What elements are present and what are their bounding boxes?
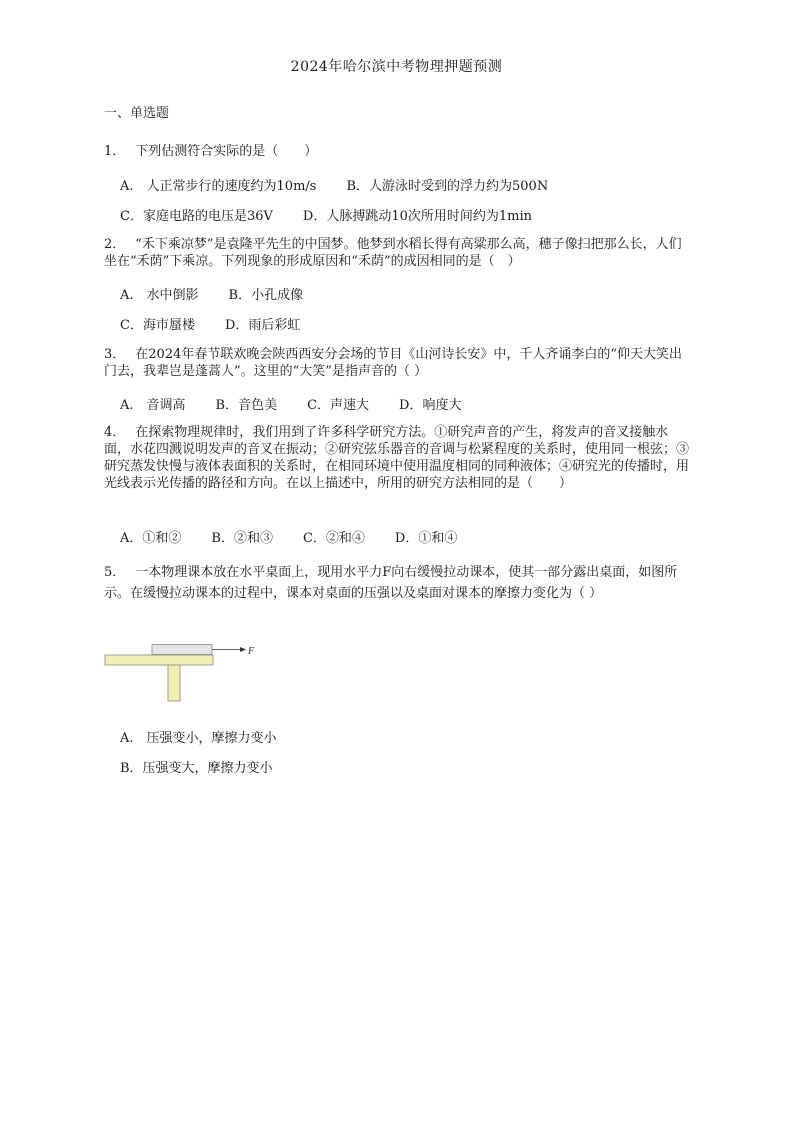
option-d: D．雨后彩虹 <box>224 318 301 333</box>
options-row <box>120 175 578 194</box>
option-a: A. 水中倒影 <box>120 288 199 303</box>
question-text: 下列估测符合实际的是（ ） <box>135 144 318 159</box>
question-4 <box>104 424 694 492</box>
option-c: C．海市蜃楼 <box>120 318 195 333</box>
table-top <box>105 655 213 665</box>
question-text: 在探索物理规律时，我们用到了许多科学研究方法。①研究声音的产生，将发声的音叉接触水面，水花四溅说明发声的音叉在振动；②研究弦乐器音的音调与松紧程度的关系时，使用同一根弦；③研究蒸发快慢与液体表面积的关系时，在相同环境中使用温度相同的同种液体；④研究光的传播时，用光线表示光传播的路径和方向。在以上描述中，所用的研究方法相同的是（ ） <box>104 425 690 491</box>
option-b: B．小孔成像 <box>228 288 304 303</box>
question-5 <box>104 562 694 604</box>
question-1 <box>104 143 694 160</box>
option-a: A. 人正常步行的速度约为10m/s <box>120 179 317 194</box>
options-row <box>120 757 303 776</box>
options-row <box>120 727 307 746</box>
option-a: A．①和② <box>120 531 182 546</box>
option-a: A. 压强变小，摩擦力变小 <box>120 731 277 746</box>
question-number: 4． <box>104 425 126 440</box>
question-text: 在2024年春节联欢晚会陕西西安分会场的节目《山河诗长安》中，千人齐诵李白的“仰天大笑出门去，我辈岂是蓬蒿人”。这里的“大笑”是指声音的（ ） <box>104 347 683 379</box>
arrow-head-icon <box>240 647 246 652</box>
question-3 <box>104 346 694 380</box>
option-a: A. 音调高 <box>120 398 186 413</box>
question-number: 1． <box>104 144 126 159</box>
question-number: 5． <box>104 565 126 580</box>
option-c: C．声速大 <box>307 398 370 413</box>
table-leg <box>168 665 180 701</box>
options-row <box>120 394 491 413</box>
option-d: D．①和④ <box>394 531 458 546</box>
section-heading: 一、单选题 <box>104 106 170 121</box>
question-number: 2． <box>104 237 126 252</box>
table-book-figure <box>104 644 264 704</box>
option-d: D．响度大 <box>399 398 462 413</box>
options-row <box>120 284 333 303</box>
question-2 <box>104 236 694 270</box>
force-label: F <box>248 646 255 657</box>
question-text: “禾下乘凉梦”是袁隆平先生的中国梦。他梦到水稻长得有高粱那么高，穗子像扫把那么长，人们坐在“禾荫”下乘凉。下列现象的形成原因和“禾荫”的成因相同的是（ ） <box>104 237 682 269</box>
option-b: B．人游泳时受到的浮力约为500N <box>346 179 549 194</box>
question-number: 3． <box>104 347 126 362</box>
question-text: 一本物理课本放在水平桌面上，现用水平力F向右缓慢拉动课本，使其一部分露出桌面，如图所示。在缓慢拉动课本的过程中，课本对桌面的压强以及桌面对课本的摩擦力变化为（ ） <box>104 565 678 601</box>
book <box>152 645 212 655</box>
options-row <box>120 205 562 224</box>
option-c: C．②和④ <box>302 531 365 546</box>
options-row <box>120 314 330 333</box>
option-d: D．人脉搏跳动10次所用时间约为1min <box>302 209 532 224</box>
options-row <box>120 527 487 546</box>
page-title: 2024年哈尔滨中考物理押题预测 <box>290 59 503 75</box>
option-c: C．家庭电路的电压是36V <box>120 209 273 224</box>
option-b: B．压强变大，摩擦力变小 <box>120 761 273 776</box>
option-b: B．音色美 <box>215 398 278 413</box>
option-b: B．②和③ <box>211 531 273 546</box>
